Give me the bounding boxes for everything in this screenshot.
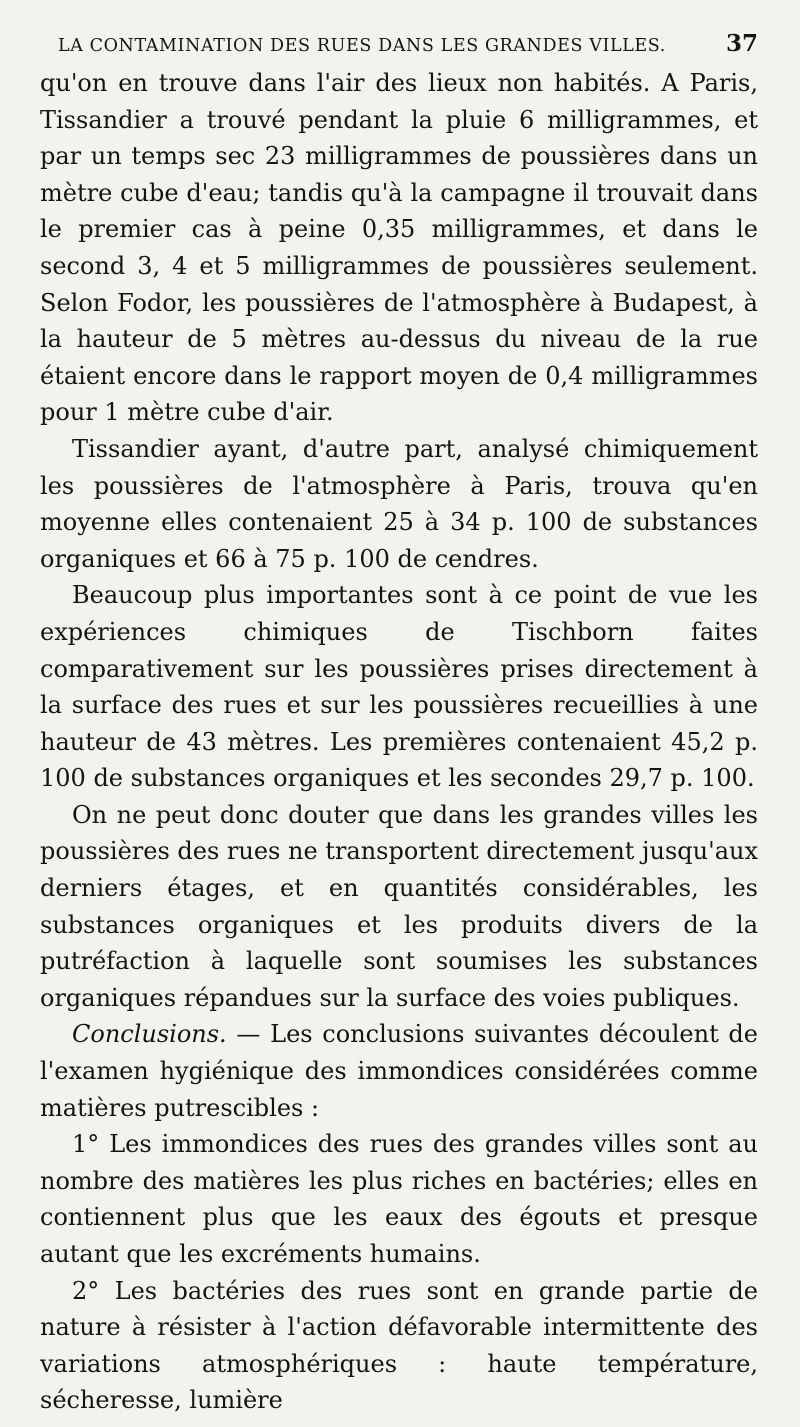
conclusion-item-2: 2° Les bactéries des rues sont en grande partie de nature à résister à l'action défavorable intermittente des variations atmosphériques : haute température, sécheresse, lumière [40,1276,758,1415]
page-number: 37 [725,30,758,57]
paragraph-tischborn: Beaucoup plus importantes sont à ce point de vue les expériences chimiques de Tischborn faites comparativement sur les poussières prises directement à la surface des rues et sur les poussières recueillies à une hauteur de 43 mètres. Les premières contenaient 45,2 p. 100 de substances organiques et les secondes 29,7 p. 100. [40,581,758,793]
paragraph-conclusions [40,1016,758,1126]
paragraph-continuation: qu'on en trouve dans l'air des lieux non habités. A Paris, Tissandier a trouvé pendant la pluie 6 milligrammes, et par un temps sec 23 milligrammes de poussières dans un mètre cube d'eau; tandis qu'à la campagne il trouvait dans le premier cas à peine 0,35 milligrammes, et dans le second 3, 4 et 5 milligrammes de poussières seulement. Selon Fodor, les poussières de l'atmosphère à Budapest, à la hauteur de 5 mètres au-dessus du niveau de la rue étaient encore dans le rapport moyen de 0,4 milligrammes pour 1 mètre cube d'air. [40,69,758,427]
running-title: LA CONTAMINATION DES RUES DANS LES GRANDES VILLES. [58,36,666,56]
running-header [40,30,758,57]
body-text [40,65,758,1419]
paragraph-doubt: On ne peut donc douter que dans les grandes villes les poussières des rues ne transportent directement jusqu'aux derniers étages, et en quantités considérables, les substances organiques et les produits divers de la putréfaction à laquelle sont soumises les substances organiques répandues sur la surface des voies publiques. [40,800,758,1012]
conclusions-text: — Les conclusions suivantes découlent de l'examen hygiénique des immondices considérées comme matières putrescibles : [40,1020,758,1122]
paragraph-tissandier: Tissandier ayant, d'autre part, analysé chimiquement les poussières de l'atmosphère à Paris, trouva qu'en moyenne elles contenaient 25 à 34 p. 100 de substances organiques et 66 à 75 p. 100 de cendres. [40,434,758,573]
conclusions-label: Conclusions. [72,1020,227,1049]
conclusion-item-1: 1° Les immondices des rues des grandes villes sont au nombre des matières les plus riches en bactéries; elles en contiennent plus que les eaux des égouts et presque autant que les excréments humains. [40,1130,758,1268]
